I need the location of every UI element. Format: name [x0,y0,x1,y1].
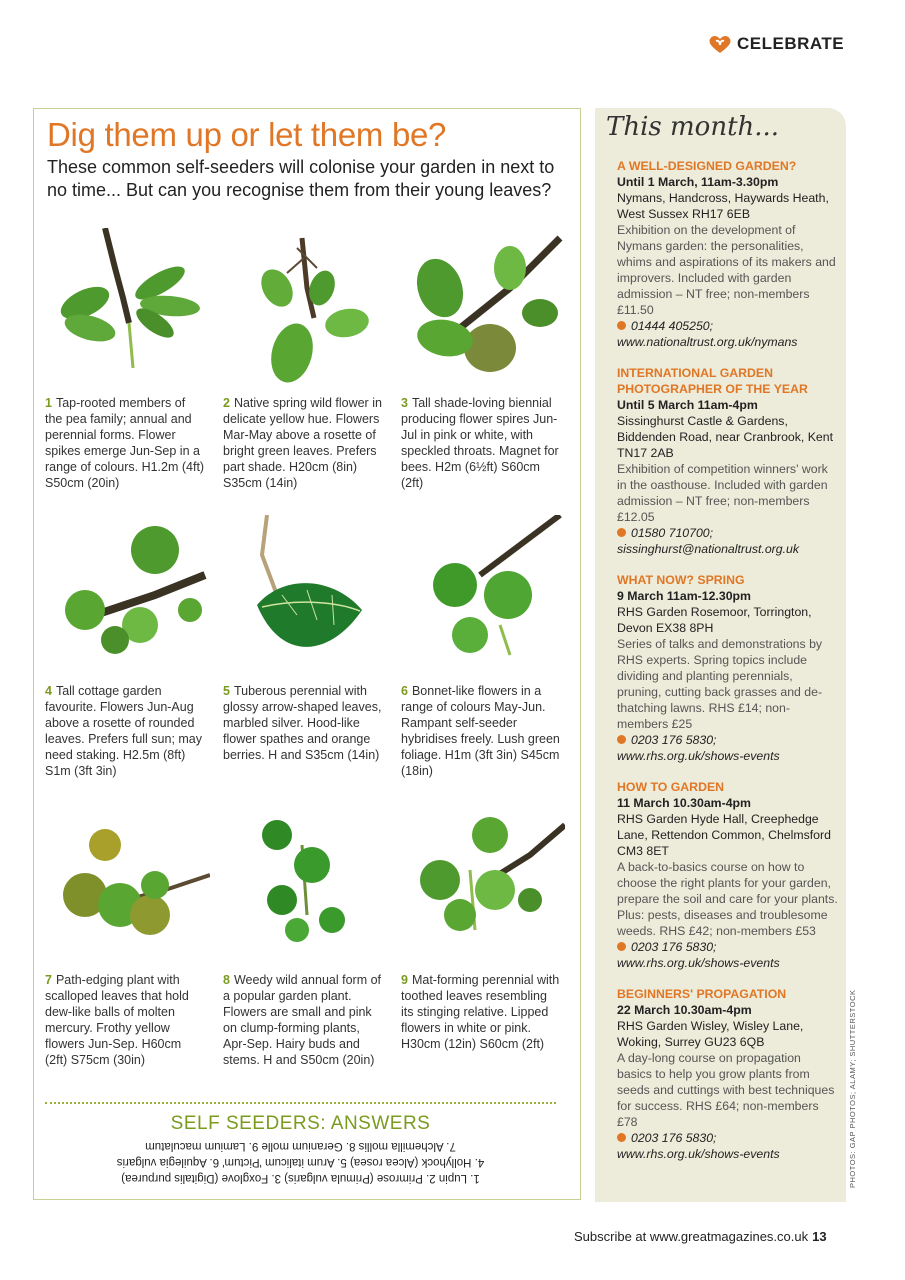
plant-number: 2 [223,396,230,410]
answers-line: 7. Alchemilla mollis 8. Geranium molle 9. Lamium maculatum [145,1140,456,1152]
bullet-icon [617,321,626,330]
event-title: INTERNATIONAL GARDEN PHOTOGRAPHER OF THE YEAR [617,366,808,396]
event-description: Exhibition on the development of Nymans garden: the personalities, whims and aspirations of its makers and improvers. Included with garden admission – NT free; non-members £11.50 [617,223,836,317]
plant-number: 7 [45,973,52,987]
event-description: A day-long course on propagation basics to help you grow plants from seeds and cuttings with best techniques for success. RHS £64; non-members £78 [617,1051,835,1129]
plant-description: Tuberous perennial with glossy arrow-shaped leaves, marbled silver. Hood-like flower spathes and orange berries. H and S35cm (14in) [223,684,382,762]
event-item [617,779,839,971]
plant-photo-6 [400,515,565,675]
event-link[interactable]: sissinghurst@nationaltrust.org.uk [617,542,799,556]
plant-description: Bonnet-like flowers in a range of colours May-Jun. Rampant self-seeder hybridises freely. Lush green foliage. H1m (3ft 3in) S45cm (18in) [401,684,560,778]
answers-line: 1. Lupin 2. Primrose (Primula vulgaris) 3. Foxglove (Digitalis purpurea) [121,1172,480,1184]
plant-number: 5 [223,684,230,698]
plant-description: Tall cottage garden favourite. Flowers Jun-Aug above a rosette of rounded leaves. Prefers full sun; may need staking. H2.5m (8ft) S1m (3ft 3in) [45,684,203,778]
event-description: A back-to-basics course on how to choose the right plants for your garden, prepare the soil and care for your plants. Plus: pests, diseases and troublesome weeds. RHS £42; non-members £53 [617,860,838,938]
plant-photo-5 [222,515,387,675]
event-venue: RHS Garden Wisley, Wisley Lane, Woking, Surrey GU23 6QB [617,1019,804,1049]
plant-description: Path-edging plant with scalloped leaves that hold dew-like balls of molten mercury. Frothy yellow flowers Jun-Sep. H60cm (2ft) S75cm (30in) [45,973,189,1067]
event-phone: 0203 176 5830; [617,732,839,748]
event-date: Until 1 March, 11am-3.30pm [617,175,779,189]
plant-number: 3 [401,396,408,410]
plant-photo-3 [400,228,565,388]
plant-number: 4 [45,684,52,698]
event-link[interactable]: www.rhs.org.uk/shows-events [617,1147,780,1161]
plant-description: Weedy wild annual form of a popular garden plant. Flowers are small and pink on clump-forming plants, Apr-Sep. Hairy buds and stems. H and S50cm (20in) [223,973,382,1067]
plant-caption-6 [401,683,561,779]
sidebar-title: This month... [606,112,780,142]
event-title: HOW TO GARDEN [617,780,725,794]
events-list [617,158,839,1177]
bullet-icon [617,1133,626,1142]
section-label [708,34,844,54]
event-venue: Nymans, Handcross, Haywards Heath, West Sussex RH17 6EB [617,191,829,221]
seedling-image-9 [400,805,565,965]
event-description: Series of talks and demonstrations by RHS experts. Spring topics include dividing and planting perennials, pruning, cutting back grasses and de-thatching lawns. RHS £14; non-members £25 [617,637,823,731]
plant-description: Mat-forming perennial with toothed leaves resembling its stinging relative. Lipped flowers in white or pink. H30cm (12in) S60cm (2ft) [401,973,560,1051]
event-date: 9 March 11am-12.30pm [617,589,751,603]
plant-number: 1 [45,396,52,410]
plant-photo-9 [400,805,565,965]
seedling-image-8 [222,805,387,965]
plant-description: Tap-rooted members of the pea family; annual and perennial forms. Flower spikes emerge Jun-Sep in a range of colours. H1.2m (4ft) S50cm (20in) [45,396,205,490]
plant-photo-8 [222,805,387,965]
bullet-icon [617,528,626,537]
photo-credits: PHOTOS: GAP PHOTOS; ALAMY; SHUTTERSTOCK [848,989,857,1188]
answers-line: 4. Hollyhock (Alcea rosea) 5. Arum italicum 'Pictum' 6. Aquilegia vulgaris [116,1156,485,1168]
event-link[interactable]: www.rhs.org.uk/shows-events [617,749,780,763]
event-venue: RHS Garden Hyde Hall, Creephedge Lane, Rettendon Common, Chelmsford CM3 8ET [617,812,831,858]
event-item [617,365,839,557]
seedling-image-3 [400,228,565,388]
plant-description: Native spring wild flower in delicate yellow hue. Flowers Mar-May above a rosette of bright green leaves. Prefers part shade. H20cm (8in) S35cm (14in) [223,396,382,490]
plant-number: 9 [401,973,408,987]
page-number: 13 [812,1229,827,1244]
plant-caption-1 [45,395,205,491]
plant-caption-5 [223,683,383,763]
seedling-image-4 [45,515,210,675]
seedling-image-2 [222,228,387,388]
event-date: 22 March 10.30am-4pm [617,1003,752,1017]
answers-upside-down [45,1138,556,1186]
page-footer [574,1229,827,1244]
event-description: Exhibition of competition winners' work in the oasthouse. Included with garden admission – NT free; non-members £12.05 [617,462,828,524]
seedling-image-5 [222,515,387,675]
heart-icon [708,34,732,54]
event-venue: Sissinghurst Castle & Gardens, Biddenden Road, near Cranbrook, Kent TN17 2AB [617,414,834,460]
section-label-text: CELEBRATE [737,34,845,53]
event-item [617,986,839,1162]
plant-photo-7 [45,805,210,965]
plant-caption-9 [401,972,561,1052]
plant-caption-4 [45,683,205,779]
event-date: Until 5 March 11am-4pm [617,398,758,412]
seedling-image-7 [45,805,210,965]
event-venue: RHS Garden Rosemoor, Torrington, Devon EX38 8PH [617,605,812,635]
event-phone: 0203 176 5830; [617,939,839,955]
plant-number: 6 [401,684,408,698]
plant-description: Tall shade-loving biennial producing flower spires Jun-Jul in pink or white, with speckled throats. Magnet for bees. H2m (6½ft) S60cm (2ft) [401,396,559,490]
event-title: WHAT NOW? SPRING [617,573,745,587]
seedling-image-1 [45,228,210,388]
event-item [617,572,839,764]
plant-number: 8 [223,973,230,987]
plant-caption-2 [223,395,383,491]
event-title: BEGINNERS' PROPAGATION [617,987,787,1001]
plant-caption-3 [401,395,561,491]
event-phone: 0203 176 5830; [617,1130,839,1146]
bullet-icon [617,942,626,951]
plant-photo-2 [222,228,387,388]
event-link[interactable]: www.rhs.org.uk/shows-events [617,956,780,970]
plant-caption-7 [45,972,205,1068]
event-date: 11 March 10.30am-4pm [617,796,751,810]
plant-photo-4 [45,515,210,675]
answers-divider [45,1102,556,1104]
standfirst: These common self-seeders will colonise your garden in next to no time... But can you recognise them from their young leaves? [47,157,555,200]
plant-caption-8 [223,972,383,1068]
answers-heading: SELF SEEDERS: ANSWERS [170,1113,431,1134]
event-item [617,158,839,350]
seedling-image-6 [400,515,565,675]
subscribe-link[interactable]: Subscribe at www.greatmagazines.co.uk [574,1229,809,1244]
event-phone: 01580 710700; [617,525,839,541]
page-title: Dig them up or let them be? [47,116,447,153]
event-title: A WELL-DESIGNED GARDEN? [617,159,797,173]
event-link[interactable]: www.nationaltrust.org.uk/nymans [617,335,798,349]
event-phone: 01444 405250; [617,318,839,334]
bullet-icon [617,735,626,744]
plant-photo-1 [45,228,210,388]
